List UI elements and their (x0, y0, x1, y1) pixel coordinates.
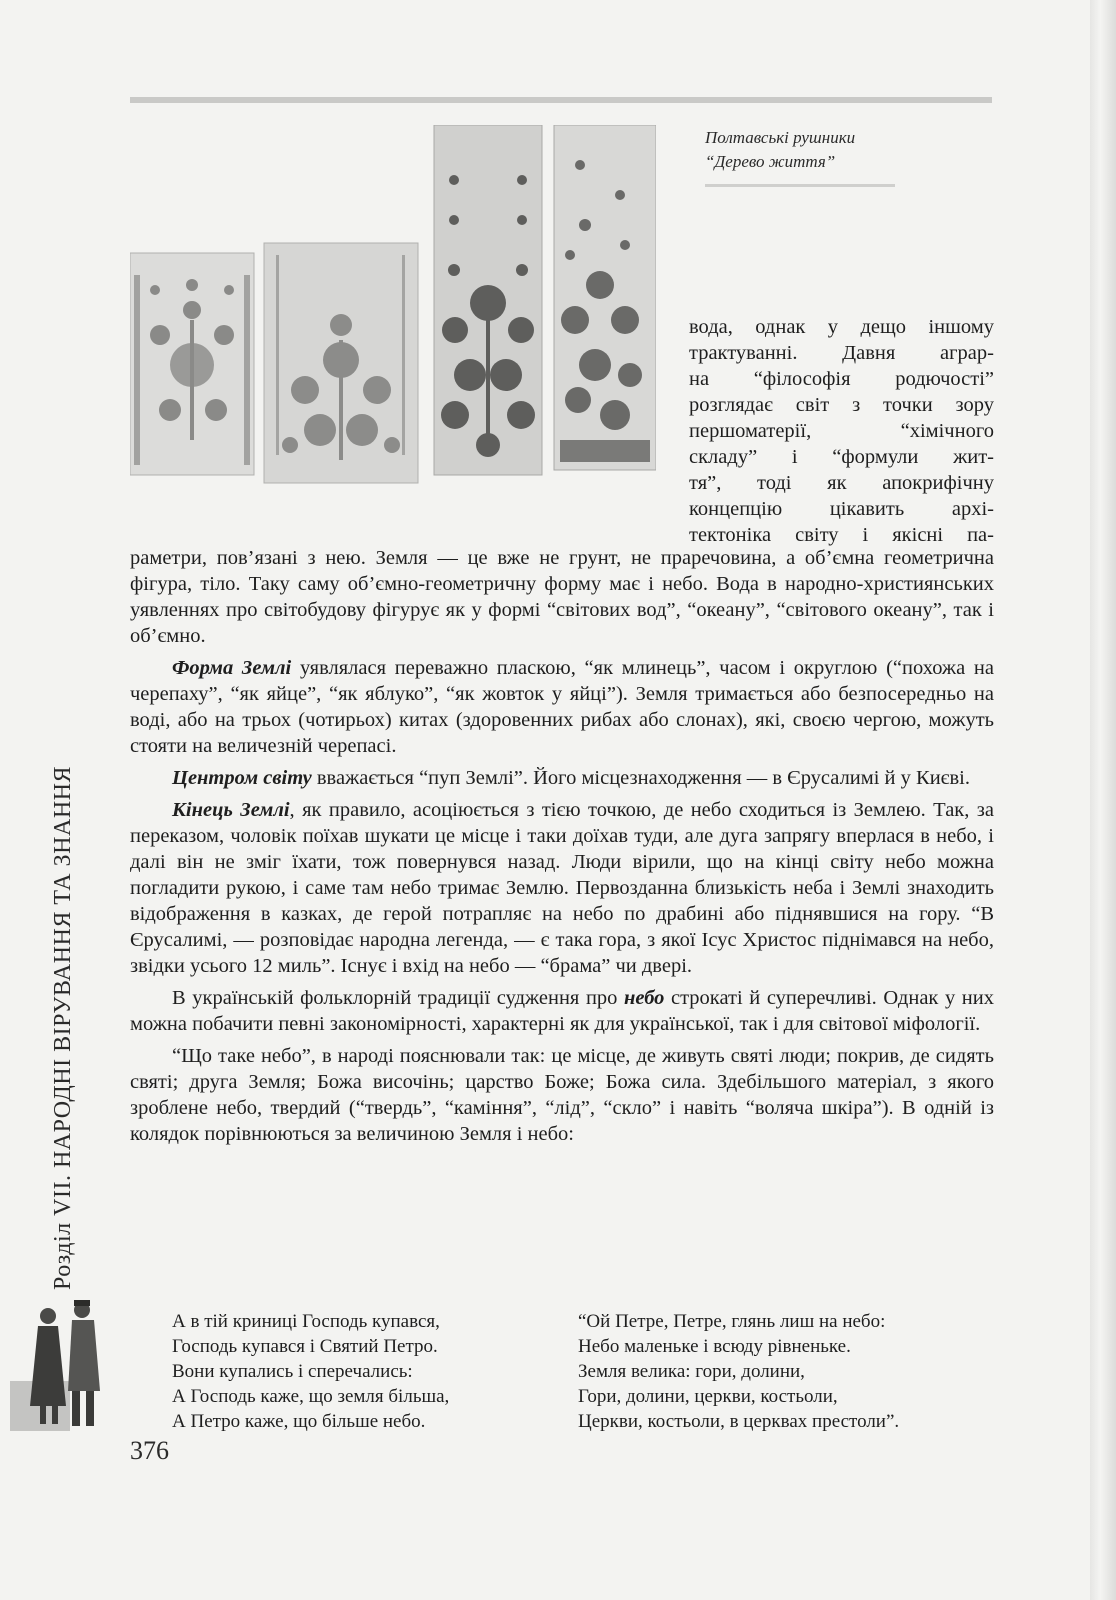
page-number: 376 (130, 1436, 169, 1465)
verse-line: “Ой Петре, Петре, глянь лиш на небо: (578, 1311, 886, 1332)
verse-line: Земля велика: гори, долини, (578, 1361, 805, 1382)
side-line: тектоніка світу і якісні па- (689, 524, 994, 546)
main-text (130, 545, 994, 1153)
paragraph-text: уявлялася переважно пласкою, “як млинець”, часом і округлою (“похожа на черепаху”, “як яйце”, “як яблуко”, “як жовток у яйці”). Земля тримається або безпосередньо на воді, або на трьох (чотирьох) китах (здоровенних рибах або слонах), які, своєю чергою, можуть стояти на величезній черепасі. (130, 657, 994, 757)
photo-caption (705, 126, 905, 174)
paragraph-text: вважається “пуп Землі”. Його місцезнаходження — в Єрусалимі й у Києві. (311, 767, 970, 789)
verse-line: Господь купався і Святий Петро. (172, 1336, 438, 1357)
side-line: трактуванні. Давня аграр- (689, 342, 994, 364)
verse-line: А в тій криниці Господь купався, (172, 1311, 440, 1332)
verse-line: А Петро каже, що більше небо. (172, 1411, 426, 1432)
verse-line: Церкви, костьоли, в церквах престоли”. (578, 1411, 900, 1432)
section-title-vertical: Розділ VII. НАРОДНІ ВІРУВАННЯ ТА ЗНАННЯ (50, 765, 76, 1290)
side-line: першоматерії, “хімічного (689, 420, 994, 442)
paragraph-world-center (130, 765, 994, 791)
side-line: вода, однак у дещо іншому (689, 316, 994, 338)
paragraph-text: , як правило, асоціюється з тією точкою, де небо сходиться із Землею. Так, за переказом, чоловік поїхав шукати це місце і таки доїхав туди, але дуга запрягу вперлася в небо, і далі він не зміг їхати, тож повернувся назад. Люди вірили, що на кінці світу небо можна погладити рукою, і саме там небо тримає Землю. Первозданна близькість неба і Землі знаходить відображення в казках, де герой потрапляє на небо по драбині або піднявшися на гору. “В Єрусалимі, — розповідає народна легенда, — є така гора, з якої Ісус Христос піднімався на небо, звідки усього 12 миль”. Існує і вхід на небо — “брама” чи двері. (130, 799, 994, 977)
caption-rule (705, 184, 895, 187)
side-line: складу” і “формули жит- (689, 446, 994, 468)
caption-line-1: Полтавські рушники (705, 128, 856, 147)
paragraph-earth-shape (130, 655, 994, 759)
folk-couple-illustration (10, 1296, 110, 1431)
keyword-world-center: Центром світу (172, 767, 312, 789)
side-line: концепцію цікавить архі- (689, 498, 994, 520)
paragraph-sky-folklore (130, 985, 994, 1037)
verse-line: Небо маленьке і всюду рівненьке. (578, 1336, 851, 1357)
verse-line: А Господь каже, що земля більша, (172, 1386, 450, 1407)
keyword-earth-shape: Форма Землі (172, 657, 292, 679)
side-line: на “філософія родючості” (689, 368, 994, 390)
keyword-sky: небо (624, 987, 665, 1009)
page-edge-shadow (1090, 0, 1116, 1600)
verse-left-column (172, 1309, 449, 1434)
embroidered-towels-image (130, 125, 656, 490)
header-rule (130, 97, 992, 103)
verse-line: Гори, долини, церкви, костьоли, (578, 1386, 838, 1407)
caption-line-2: “Дерево життя” (705, 152, 836, 171)
side-line: тя”, тоді як апокрифічну (689, 472, 994, 494)
keyword-earth-end: Кінець Землі (172, 799, 290, 821)
verse-right-column (578, 1309, 899, 1434)
paragraph-continuation: раметри, пов’язані з нею. Земля — це вже не грунт, не праречовина, а об’ємна геометрична фігура, тіло. Таку саму об’ємно-геометричну форму має і небо. Вода в народно-християнських уявленнях про світобудову фігурує як у формі “світових вод”, “океану”, “світового океану”, так і об’ємно. (130, 547, 994, 647)
paragraph-text: строкаті й суперечливі. Однак у них можна побачити певні закономірності, характерні як для української, так і для світової міфології. (130, 987, 994, 1035)
side-paragraph (689, 314, 994, 548)
paragraph-text: В українській фольклорній традиції судження про (172, 987, 624, 1009)
side-line: розглядає світ з точки зору (689, 394, 994, 416)
paragraph-what-is-sky: “Що таке небо”, в народі пояснювали так: це місце, де живуть святі люди; покрив, де сидять святі; друга Земля; Божа височінь; царство Боже; Божа сила. Здебільшого матеріал, з якого зроблене небо, твердий (“твердь”, “каміння”, “лід”, “скло” і навіть “воляча шкіра”). В одній із колядок порівнюються за величиною Земля і небо: (130, 1045, 994, 1145)
towels-photo (130, 125, 656, 490)
verse-line: Вони купались і сперечались: (172, 1361, 413, 1382)
couple-icon (10, 1296, 110, 1431)
paragraph-earth-end (130, 797, 994, 979)
